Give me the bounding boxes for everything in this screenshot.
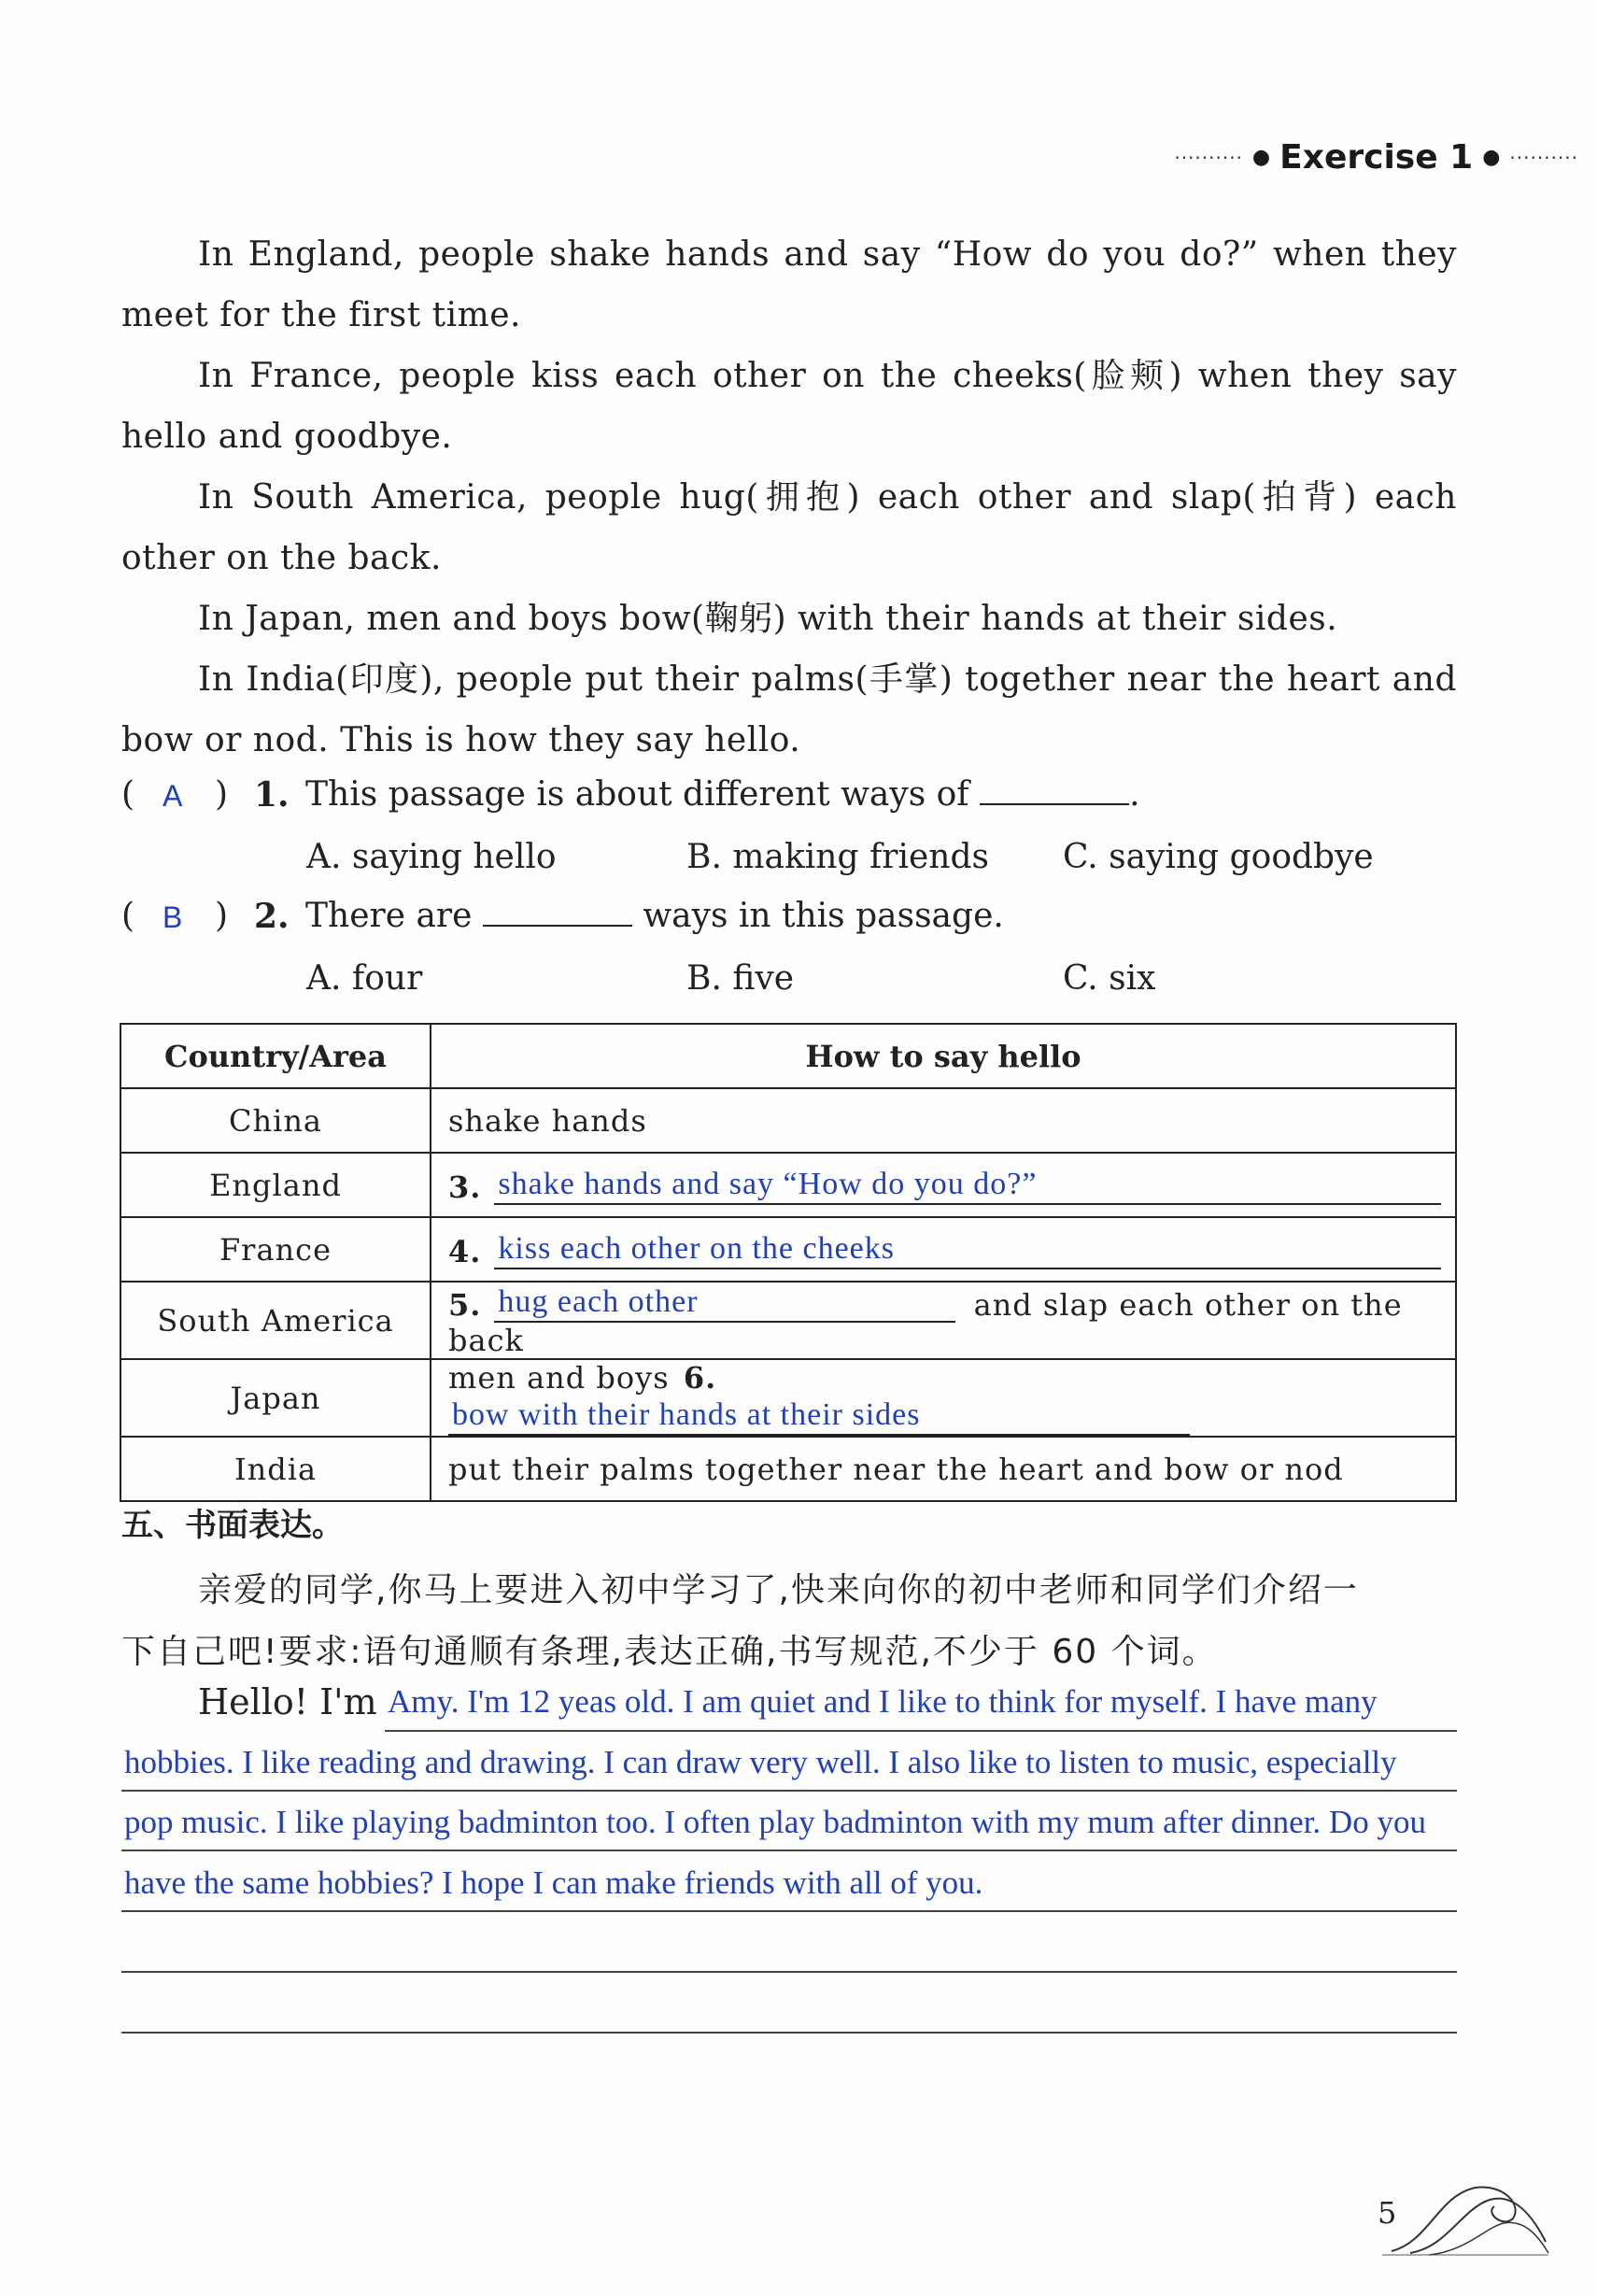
passage-paragraph — [121, 588, 1457, 649]
country-cell: India — [120, 1437, 431, 1501]
question-text: This passage is about different ways of . — [305, 775, 1140, 814]
description-cell: put their palms together near the heart and bow or nod — [431, 1437, 1456, 1501]
table-row — [120, 1153, 1456, 1217]
writing-line-text[interactable]: hobbies. I like reading and drawing. I can draw very well. I also like to listen to music, especially — [124, 1744, 1397, 1780]
writing-line — [385, 1730, 1457, 1732]
writing-line[interactable] — [121, 2032, 1457, 2034]
table-header-row — [120, 1024, 1456, 1088]
column-header: Country/Area — [120, 1024, 431, 1088]
table-row — [120, 1088, 1456, 1153]
writing-line — [121, 1910, 1457, 1912]
option-a: A. saying hello — [306, 838, 557, 876]
passage-text: In Japan, men and boys bow(鞠躬) with their hands at their sides. — [198, 600, 1338, 638]
description-cell: shake hands — [431, 1088, 1456, 1153]
passage-paragraph — [121, 346, 1457, 467]
question-number: 2. — [254, 897, 290, 936]
writing-line-text[interactable]: pop music. I like playing badminton too. I often play badminton with my mum after dinner. Do you — [124, 1804, 1426, 1840]
country-cell: England — [120, 1153, 431, 1217]
page-number: 5 — [1378, 2195, 1397, 2231]
table-row — [120, 1359, 1456, 1437]
description-cell — [431, 1217, 1456, 1282]
question-number: 1. — [254, 775, 290, 815]
passage-paragraph — [121, 467, 1457, 588]
question-1: ( A ) 1. This passage is about different ways of . — [121, 775, 1140, 815]
option-b: B. five — [686, 959, 794, 998]
country-cell: South America — [120, 1282, 431, 1359]
answer-fill-3[interactable]: shake hands and say “How do you do?” — [494, 1165, 1441, 1205]
table-row — [120, 1437, 1456, 1501]
writing-line — [121, 1850, 1457, 1851]
option-c: C. six — [1063, 959, 1156, 998]
country-cell: France — [120, 1217, 431, 1282]
writing-line — [121, 1790, 1457, 1792]
passage-text: In India(印度), people put their palms(手掌) together near the heart and bow or nod. This is how they say hello. — [121, 660, 1457, 759]
table-row — [120, 1282, 1456, 1359]
writing-line[interactable] — [121, 1971, 1457, 1973]
wave-icon — [1373, 2176, 1550, 2261]
question-2: ( B ) 2. There are ways in this passage. — [121, 897, 1004, 936]
header-dots-left: ·········· — [1174, 146, 1243, 169]
option-b: B. making friends — [686, 838, 989, 876]
answer-fill-5[interactable]: hug each other — [494, 1283, 955, 1323]
writing-lead: Hello! I'm — [198, 1681, 377, 1722]
description-cell: 5. hug each other and slap each other on the back — [431, 1282, 1456, 1359]
section-title: 五、书面表达。 — [121, 1507, 344, 1544]
item-number: 6. — [683, 1360, 717, 1396]
exercise-header — [1174, 138, 1578, 177]
answer-fill-6[interactable]: bow with their hands at their sides — [448, 1396, 1190, 1436]
column-header: How to say hello — [431, 1024, 1456, 1088]
passage-paragraph — [121, 224, 1457, 346]
item-number: 3. — [448, 1169, 482, 1205]
option-a: A. four — [306, 959, 423, 998]
answer-2[interactable]: B — [163, 900, 183, 934]
question-text: There are ways in this passage. — [305, 897, 1004, 935]
answer-blank — [483, 897, 632, 927]
option-c: C. saying goodbye — [1063, 838, 1374, 876]
answer-fill-4[interactable]: kiss each other on the cheeks — [494, 1229, 1441, 1269]
writing-line-text[interactable]: have the same hobbies? I hope I can make friends with all of you. — [124, 1864, 983, 1901]
passage-text: In South America, people hug(拥抱) each other and slap(拍背) each other on the back. — [121, 478, 1457, 577]
passage-text: In England, people shake hands and say “How do you do?” when they meet for the first time. — [121, 235, 1457, 334]
table-row — [120, 1217, 1456, 1282]
country-cell: China — [120, 1088, 431, 1153]
header-dots-right: ·········· — [1509, 146, 1578, 169]
writing-prompt: 亲爱的同学,你马上要进入初中学习了,快来向你的初中老师和同学们介绍一 下自己吧!要求:语句通顺有条理,表达正确,书写规范,不少于 60 个词。 — [121, 1571, 1359, 1671]
bullet-icon: ● — [1482, 146, 1501, 169]
bullet-icon: ● — [1251, 146, 1271, 169]
item-number: 5. — [448, 1287, 482, 1323]
description-cell: men and boys 6.bow with their hands at their sides — [431, 1359, 1456, 1437]
exercise-title: Exercise 1 — [1279, 138, 1474, 177]
item-number: 4. — [448, 1234, 482, 1269]
country-cell: Japan — [120, 1359, 431, 1437]
description-cell — [431, 1153, 1456, 1217]
answer-1[interactable]: A — [163, 779, 183, 813]
passage-paragraph — [121, 649, 1457, 771]
writing-line-text[interactable]: Amy. I'm 12 yeas old. I am quiet and I like to think for myself. I have many — [388, 1683, 1378, 1720]
passage-text: In France, people kiss each other on the cheeks(脸颊) when they say hello and goodbye. — [121, 357, 1457, 456]
greetings-table — [120, 1023, 1457, 1502]
answer-blank — [980, 775, 1129, 805]
